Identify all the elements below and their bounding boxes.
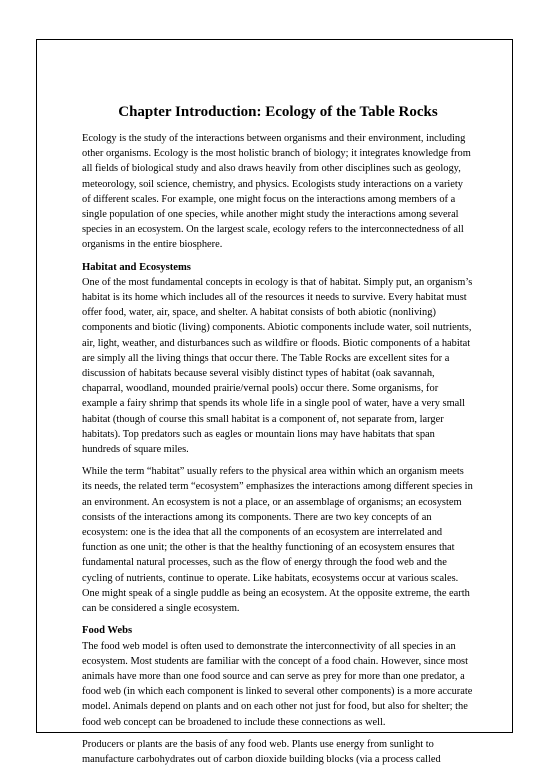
section-heading-habitat: Habitat and Ecosystems [82,261,191,273]
habitat-paragraph-2: While the term “habitat” usually refers to the physical area within which an organism meets its needs, the related term “ecosystem” emphasizes the interactions among different species in an environment. An ecosystem is not a place, or an assemblage of organisms; an ecosystem consists of the interactions among its components. There are two key concepts of an ecosystem: one is the idea that all the components of an ecosystem are interrelated and function as one unit; the other is that the healthy functioning of an ecosystem ensures that fundamental natural processes, such as the flow of energy through the food web and the cycling of nutrients, continue to operate. Like habitats, ecosystems occur at various scales. One might speak of a single puddle as being an ecosystem. At the opposite extreme, the earth can be considered a single ecosystem. [82,466,473,615]
section-heading-food-webs: Food Webs [82,625,133,637]
intro-paragraph: Ecology is the study of the interactions between organisms and their environment, including other organisms. Ecology is the most holistic branch of biology; it integrates knowledge from all fields of biological study and also draws heavily from other disciplines such as geology, meteorology, soil science, chemistry, and physics. Ecologists study interactions on a variety of different scales. For example, one might focus on the interactions among members of a single population of one species, while another might study the interactions among several species in an ecosystem. On the largest scale, ecology refers to the interconnectedness of all organisms in the entire biosphere. [82,133,471,251]
food-webs-paragraph-2: Producers or plants are the basis of any food web. Plants use energy from sunlight to manufacture carbohydrates out of carbon dioxide building blocks (via a process called [82,738,441,765]
document-body [82,103,474,767]
chapter-title: Chapter Introduction: Ecology of the Table Rocks [118,104,438,120]
food-webs-paragraph-1: The food web model is often used to demonstrate the interconnectivity of all species in an ecosystem. Most students are familiar with the concept of a food chain. However, since most animals have more than one food source and can serve as prey for more than one predator, a food web (in which each component is linked to several other components) is a more accurate model. Animals depend on plants and on each other not just for food, but also for shelter; the food web concept can be broadened to include these connections as well. [82,640,473,728]
habitat-paragraph-1: One of the most fundamental concepts in ecology is that of habitat. Simply put, an organism’s habitat is its home which includes all of the resources it needs to survive. Every habitat must offer food, water, air, space, and shelter. A habitat consists of both abiotic (nonliving) components and biotic (living) components. Abiotic components include water, soil nutrients, air, light, weather, and disturbances such as wildfire or floods. Biotic components of a habitat are simply all the living things that occur there. The Table Rocks are excellent sites for a discussion of habitats because several visibly distinct types of habitat (oak savannah, chaparral, woodland, mounded prairie/vernal pools) occur there. Some organisms, for example a fairy shrimp that spends its whole life in a single pool of water, have a very small habitat (though of course this small habitat is a component of, not separate from, larger habitats). Top predators such as eagles or mountain lions may have habitats that span hundreds of square miles. [82,276,473,456]
